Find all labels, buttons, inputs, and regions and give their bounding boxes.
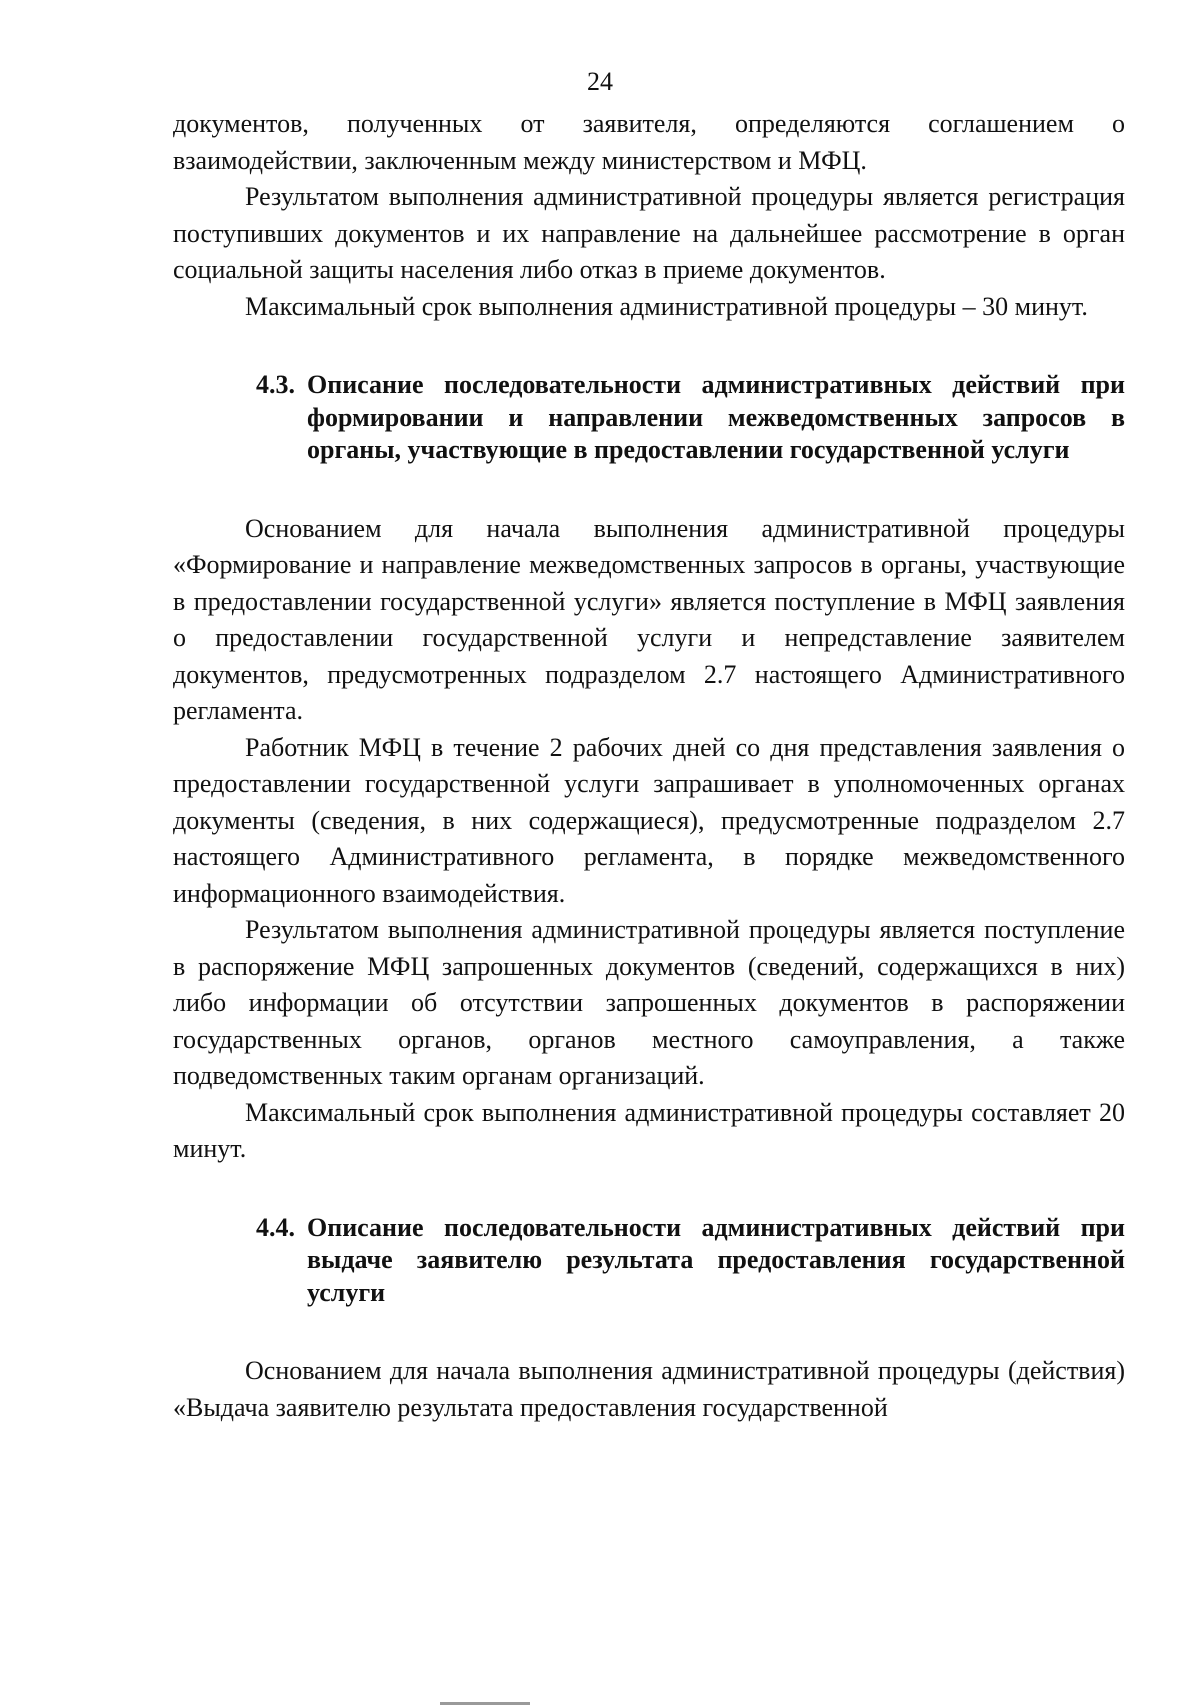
section-4-3-paragraph-1: Основанием для начала выполнения административной процедуры «Формирование и направление межведомственных запросов в органы, участвующие в предоставлении государственной услуги» является поступление в МФЦ заявления о предоставлении государственной услуги и непредставление заявителем документов, предусмотренных подразделом 2.7 настоящего Административного регламента. xyxy=(173,513,1125,725)
section-4-4-paragraph-1: Основанием для начала выполнения административной процедуры (действия) «Выдача заявителю результата предоставления государственной xyxy=(173,1356,1125,1422)
section-4-3-paragraph-2: Работник МФЦ в течение 2 рабочих дней со дня представления заявления о предоставлении государственной услуги запрашивает в уполномоченных органах документы (сведения, в них содержащиеся), предусмотренные подразделом 2.7 настоящего Административного регламента, в порядке межведомственного информационного взаимодействия. xyxy=(173,732,1125,908)
document-body xyxy=(173,106,1125,1426)
section-4-4-heading xyxy=(173,1212,1125,1310)
section-4-3-paragraph-4: Максимальный срок выполнения административной процедуры составляет 20 минут. xyxy=(173,1097,1125,1163)
section-4-3-paragraph-3: Результатом выполнения административной процедуры является поступление в распоряжение МФЦ запрошенных документов (сведений, содержащихся в них) либо информации об отсутствии запрошенных документов в распоряжении государственных органов, органов местного самоуправления, а также подведомственных таким органам организаций. xyxy=(173,915,1125,1090)
section-4-3-number: 4.3. xyxy=(256,370,295,399)
page-number: 24 xyxy=(587,67,613,96)
section-4-3-heading xyxy=(173,369,1125,467)
intro-paragraph-1: документов, полученных от заявителя, определяются соглашением о взаимодействии, заключенным между министерством и МФЦ. xyxy=(173,109,1125,175)
section-4-4-title: Описание последовательности административных действий при выдаче заявителю результата предоставления государственной услуги xyxy=(307,1212,1125,1307)
intro-paragraph-3: Максимальный срок выполнения административной процедуры – 30 минут. xyxy=(245,291,1088,321)
intro-paragraph-2: Результатом выполнения административной процедуры является регистрация поступивших документов и их направление на дальнейшее рассмотрение в орган социальной защиты населения либо отказ в приеме документов. xyxy=(173,182,1125,284)
section-4-3-title: Описание последовательности административных действий при формировании и направлении межведомственных запросов в органы, участвующие в предоставлении государственной услуги xyxy=(307,370,1125,464)
section-4-4-number: 4.4. xyxy=(256,1212,295,1242)
